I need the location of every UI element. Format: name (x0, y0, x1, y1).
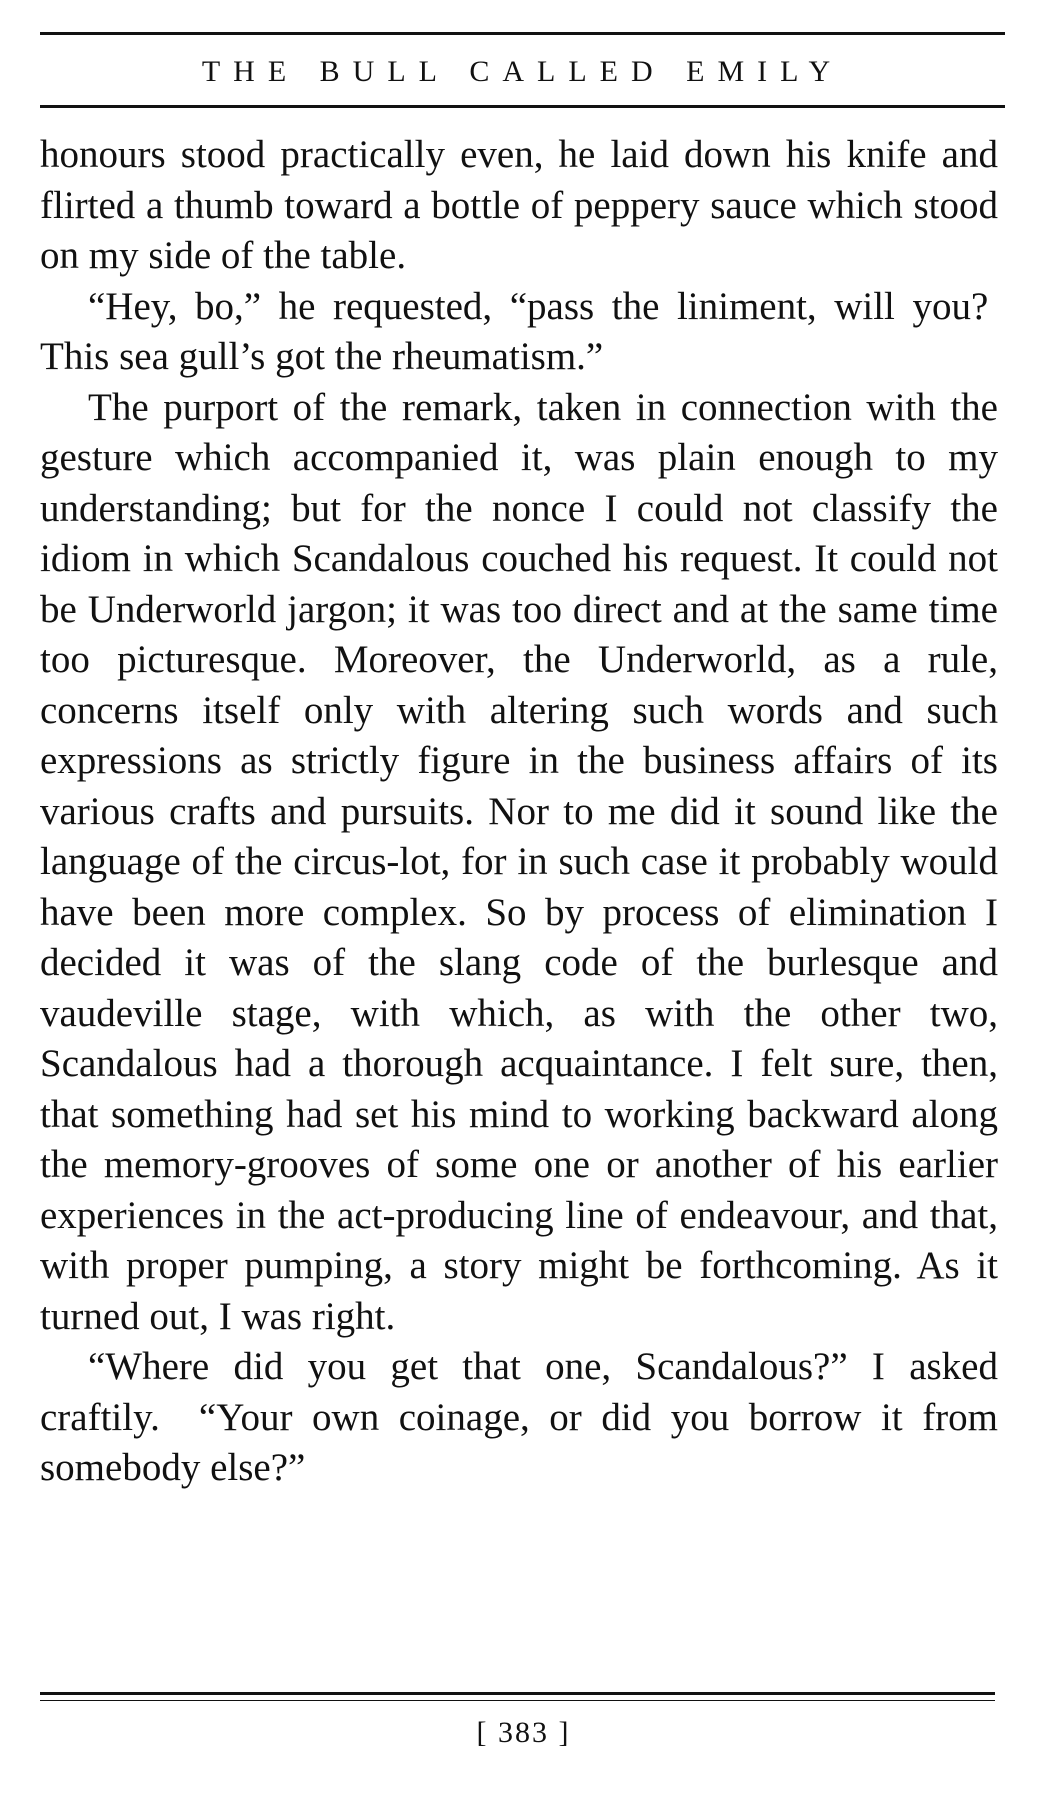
paragraph: The purport of the remark, taken in connection with the gesture which accompanied it, was plain enough to my understanding; but for the nonce I could not classify the idiom in which Scandalous couched his request. It could not be Underworld jargon; it was too direct and at the same time too picturesque. Moreover, the Underworld, as a rule, concerns itself only with altering such words and such expressions as strictly figure in the business affairs of its various crafts and pursuits. Nor to me did it sound like the language of the circus-lot, for in such case it probably would have been more complex. So by process of elimination I decided it was of the slang code of the burlesque and vaudeville stage, with which, as with the other two, Scandalous had a thorough acquaintance. I felt sure, then, that something had set his mind to working backward along the memory-grooves of some one or another of his earlier experiences in the act-producing line of endeavour, and that, with proper pumping, a story might be forthcoming. As it turned out, I was right. (40, 385, 998, 1338)
header-rule-bottom (40, 105, 1005, 108)
footer-rule-bottom (40, 1700, 995, 1701)
body-text (40, 130, 998, 1494)
page-number: [ 383 ] (476, 1716, 571, 1749)
paragraph: “Hey, bo,” he requested, “pass the liniment, will you? This sea gull’s got the rheumatism.” (40, 284, 998, 378)
footer-rule-top (40, 1692, 995, 1695)
paragraph-continued: honours stood practically even, he laid down his knife and flirted a thumb toward a bottle of peppery sauce which stood on my side of the table. (40, 133, 998, 277)
running-head: THE BULL CALLED EMILY (201, 55, 844, 88)
paragraph: “Where did you get that one, Scandalous?” I asked craftily. “Your own coinage, or did you borrow it from somebody else?” (40, 1345, 998, 1489)
header-rule-top (40, 32, 1005, 35)
